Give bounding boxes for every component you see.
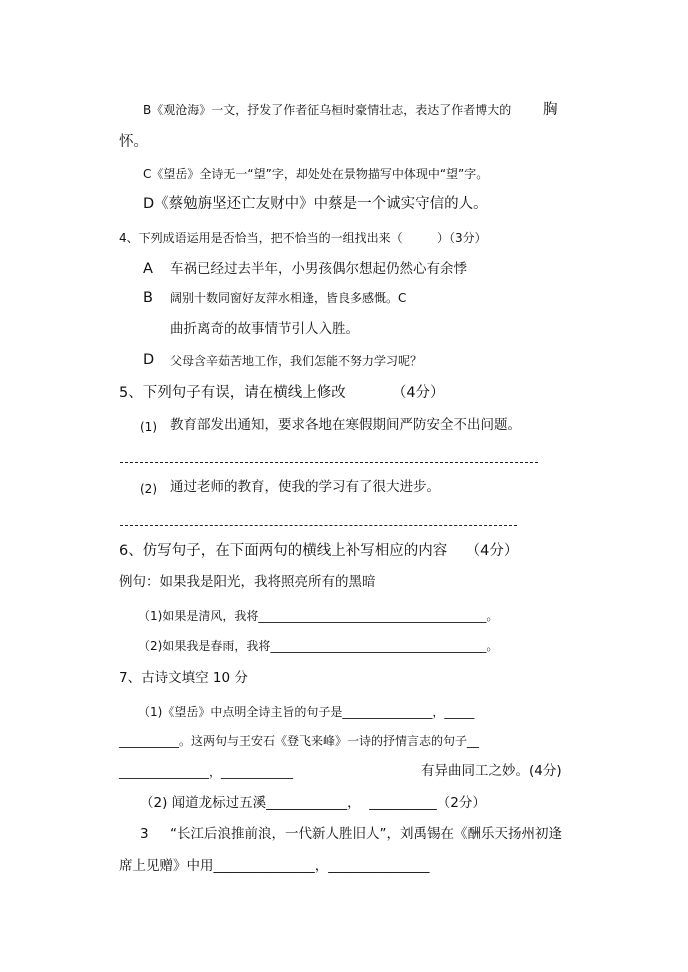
q7-stem: 7、古诗文填空 10 分	[119, 670, 248, 686]
q7-line-5: “长江后浪推前浪，一代新人胜旧人”，刘禹锡在《酬乐天扬州初逢	[170, 826, 562, 842]
q7-line-4[interactable]: （2) 闻道龙标过五溪____________， __________（2分）	[140, 795, 486, 811]
q5-sentence1: 教育部发出通知，要求各地在寒假期间严防安全不出问题。	[170, 417, 521, 433]
q3-option-b-line1: B《观沧海》一文，抒发了作者征乌桓时豪情壮志，表达了作者博大的	[143, 103, 512, 117]
q3-option-b-line1-end: 胸	[543, 102, 558, 118]
q5-sentence1-number: (1)	[140, 420, 157, 434]
q4-option-d-letter: D	[143, 352, 155, 368]
q4-option-d-text: 父母含辛茹苦地工作，我们怎能不努力学习呢？	[170, 354, 423, 368]
q7-line-3-text: 有异曲同工之妙。(4分)	[421, 763, 562, 779]
q6-stem: 6、仿写句子，在下面两句的横线上补写相应的内容 （4分）	[119, 543, 519, 559]
q4-option-a-text: 车祸已经过去半年，小男孩偶尔想起仍然心有余悸	[170, 261, 467, 277]
q7-line-2[interactable]: __________。这两句与王安石《登飞来峰》一诗的抒情言志的句子__	[119, 734, 480, 748]
q5-sentence2-number: (2)	[140, 482, 157, 496]
q5-sentence2: 通过老师的教育，使我的学习有了很大进步。	[170, 479, 440, 495]
q6-fill-line-1[interactable]: （1)如果是清风，我将______________________________________。	[138, 609, 499, 623]
q4-option-b-letter: B	[143, 290, 153, 306]
q3-option-c: C《望岳》全诗无一“望”字，却处处在景物描写中体现中“望”字。	[143, 167, 489, 181]
q7-line-1[interactable]: （1)《望岳》中点明全诗主旨的句子是_______________，_____	[138, 705, 475, 719]
q6-fill-line-2[interactable]: （2)如果我是春雨，我将____________________________________。	[138, 639, 499, 653]
q6-example: 例句：如果我是阳光，我将照亮所有的黑暗	[119, 574, 376, 590]
q4-stem: 4、下列成语运用是否恰当，把不恰当的一组找出来（ ）（3分）	[119, 231, 487, 245]
q5-answer-line-1[interactable]	[120, 462, 538, 463]
q7-line-6[interactable]: 席上见赠》中用_______________，_______________	[119, 858, 430, 874]
q4-option-a-letter: A	[143, 261, 153, 277]
q5-answer-line-2[interactable]	[120, 525, 517, 526]
q7-line-5-number: 3	[140, 826, 149, 842]
q4-option-c-text: 曲折离奇的故事情节引人入胜。	[170, 321, 359, 337]
q5-stem: 5、下列句子有误，请在横线上修改 （4分）	[119, 385, 445, 401]
q7-line-3-blanks[interactable]: _______________，____________	[119, 765, 294, 779]
q3-option-b-line2: 怀。	[119, 134, 148, 150]
q3-option-d: D《蔡勉旃坚还亡友财中》中蔡是一个诚实守信的人。	[143, 196, 488, 212]
q4-option-b-text: 阔别十数同窗好友萍水相逢，皆良多感慨。C	[170, 291, 407, 305]
